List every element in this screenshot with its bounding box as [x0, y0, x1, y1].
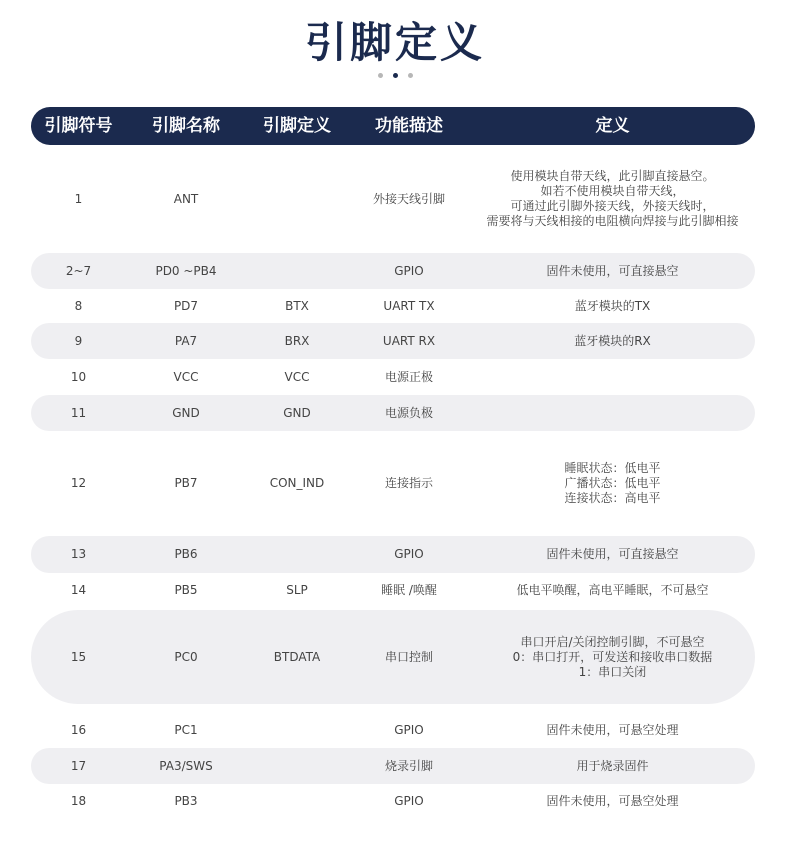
cell-pin-name: PD7 [173, 298, 199, 313]
cell-pin-name: PA7 [174, 333, 198, 348]
cell-pin-no: 18 [70, 793, 87, 808]
cell-pin-name: VCC [173, 369, 199, 384]
cell-function: GPIO [394, 263, 424, 278]
table-row [31, 748, 755, 784]
cell-pin-no: 15 [70, 649, 87, 664]
cell-definition [470, 359, 755, 395]
cell-definition: 用于烧录固件 [576, 758, 649, 773]
carousel-dot-active[interactable] [393, 73, 398, 78]
cell-pin-def [246, 712, 348, 748]
cell-pin-no: 10 [70, 369, 87, 384]
cell-pin-name: PB6 [174, 547, 198, 561]
table-row [31, 610, 755, 704]
cell-pin-no: 13 [70, 547, 87, 561]
table-row [31, 572, 755, 608]
cell-definition: 串口开启/关闭控制引脚，不可悬空 0：串口打开，可发送和接收串口数据 1：串口关闭 [512, 634, 713, 679]
cell-function: 串口控制 [384, 649, 433, 664]
cell-definition: 蓝牙模块的RX [574, 333, 651, 348]
cell-pin-def [246, 536, 348, 573]
table-row [31, 150, 755, 248]
cell-pin-no: 8 [74, 298, 83, 313]
carousel-dot[interactable] [408, 73, 413, 78]
cell-pin-def: BTDATA [273, 649, 321, 664]
header-definition: 定义 [595, 116, 630, 136]
cell-pin-def [246, 748, 348, 784]
cell-pin-name: PB7 [174, 475, 198, 490]
table-row [31, 323, 755, 359]
cell-pin-def: VCC [284, 369, 310, 384]
cell-definition: 固件未使用，可直接悬空 [546, 547, 679, 561]
cell-definition: 睡眠状态：低电平 广播状态：低电平 连接状态：高电平 [564, 460, 661, 505]
cell-function: 电源负极 [384, 405, 433, 420]
cell-pin-name: PC0 [174, 649, 198, 664]
cell-pin-name: GND [172, 405, 200, 420]
header-pin-name: 引脚名称 [152, 116, 220, 136]
cell-pin-name: PB3 [174, 793, 198, 808]
cell-definition: 固件未使用，可悬空处理 [546, 722, 679, 737]
cell-pin-no: 17 [70, 758, 87, 773]
page-title: 引脚定义 [304, 18, 485, 67]
cell-pin-no: 1 [74, 191, 83, 206]
cell-pin-no: 11 [70, 405, 87, 420]
cell-function: GPIO [394, 722, 424, 737]
cell-function: 睡眠 /唤醒 [381, 582, 437, 597]
table-header [31, 107, 755, 145]
table-row [31, 712, 755, 748]
cell-pin-def: CON_IND [269, 475, 325, 490]
cell-pin-def [246, 253, 348, 289]
cell-pin-no: 2~7 [65, 263, 92, 278]
cell-pin-name: PD0 ~PB4 [155, 263, 217, 278]
cell-definition [470, 395, 755, 431]
cell-pin-def [246, 150, 348, 248]
cell-function: UART RX [382, 333, 436, 348]
cell-definition: 蓝牙模块的TX [574, 298, 651, 313]
header-function: 功能描述 [375, 116, 443, 136]
carousel-dots [0, 73, 790, 78]
cell-pin-def: SLP [286, 582, 308, 597]
cell-pin-no: 16 [70, 722, 87, 737]
cell-pin-name: PB5 [174, 582, 198, 597]
cell-pin-no: 9 [74, 333, 83, 348]
table-row [31, 359, 755, 395]
cell-pin-name: ANT [173, 191, 199, 206]
cell-function: GPIO [394, 793, 424, 808]
cell-pin-def: BTX [285, 298, 309, 313]
header-pin-def: 引脚定义 [263, 116, 331, 136]
cell-pin-def: GND [283, 405, 311, 420]
cell-definition: 低电平唤醒，高电平睡眠，不可悬空 [516, 582, 709, 597]
cell-function: 电源正极 [384, 369, 433, 384]
table-row [31, 434, 755, 532]
table-row [31, 783, 755, 819]
header-pin-no: 引脚符号 [44, 116, 113, 136]
table-row [31, 288, 755, 324]
carousel-dot[interactable] [378, 73, 383, 78]
cell-pin-def: BRX [284, 333, 310, 348]
table-row [31, 395, 755, 431]
cell-pin-name: PA3/SWS [159, 758, 213, 773]
cell-definition: 固件未使用，可悬空处理 [546, 793, 679, 808]
cell-pin-name: PC1 [174, 722, 198, 737]
cell-function: UART TX [383, 298, 435, 313]
cell-definition: 使用模块自带天线，此引脚直接悬空。 如若不使用模块自带天线， 可通过此引脚外接天线，外接天线时， 需要将与天线相接的电阻横向焊接与此引脚相接 [486, 169, 739, 228]
table-row [31, 253, 755, 289]
cell-pin-def [246, 783, 348, 819]
cell-function: 烧录引脚 [384, 758, 433, 773]
cell-definition: 固件未使用，可直接悬空 [546, 263, 679, 278]
cell-pin-no: 14 [70, 582, 87, 597]
cell-pin-no: 12 [70, 475, 87, 490]
table-row [31, 536, 755, 573]
cell-function: 连接指示 [384, 475, 433, 490]
cell-function: GPIO [394, 547, 424, 561]
cell-function: 外接天线引脚 [372, 191, 445, 206]
